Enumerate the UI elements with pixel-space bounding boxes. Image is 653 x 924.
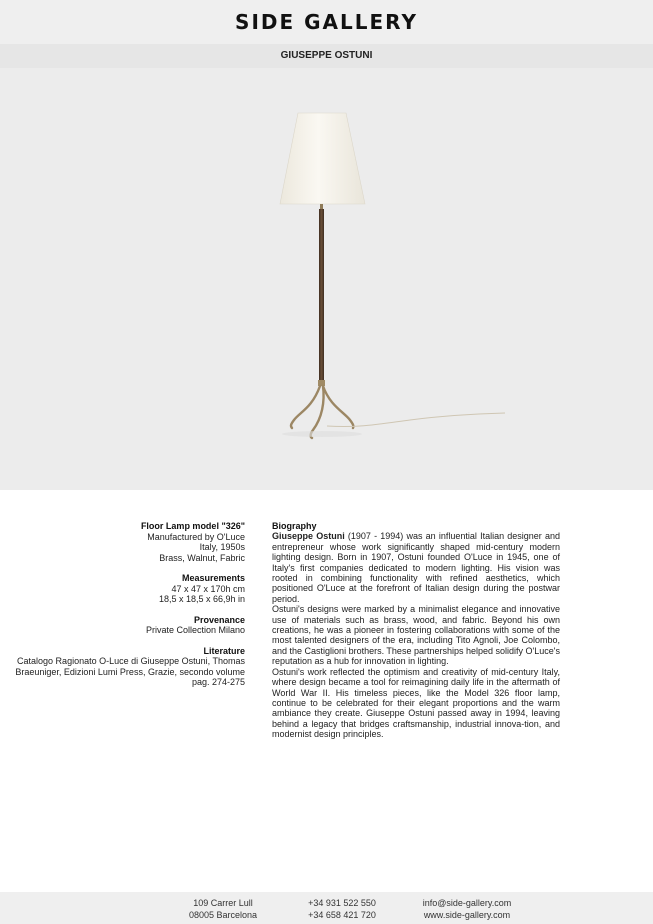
lamp-joint <box>318 380 325 386</box>
biography-paragraph: Ostuni's designs were marked by a minimalist elegance and innovative use of materials such as brass, wood, and fabric. Beyond his own creations, he was a pioneer in fostering collaborations with some of the most talented designers of the era, including Tito Agnoli, Joe Colombo, and the Castiglioni brothers. These partnerships helped solidify O'Luce's reputation as a hub for innovation in lighting. <box>272 604 560 667</box>
biography <box>272 521 560 740</box>
header-bar <box>0 0 653 44</box>
phone-link[interactable]: +34 931 522 550 <box>308 898 376 908</box>
biography-title: Biography <box>272 521 317 531</box>
address-city: 08005 Barcelona <box>188 910 258 920</box>
literature-line: Braeuniger, Edizioni Lumi Press, Grazie, secondo volume <box>15 666 245 677</box>
materials: Brass, Walnut, Fabric <box>159 552 245 563</box>
measurements-cm: 47 x 47 x 170h cm <box>171 583 245 594</box>
gallery-logo: SIDE GALLERY <box>235 10 418 34</box>
literature-block <box>8 646 245 688</box>
provenance-block <box>8 615 245 636</box>
website-link[interactable]: www.side-gallery.com <box>423 910 511 920</box>
origin: Italy, 1950s <box>199 542 245 552</box>
measurements-title: Measurements <box>181 573 245 583</box>
lamp-shade <box>280 113 365 204</box>
phone-link[interactable]: +34 658 421 720 <box>308 910 376 920</box>
floor-lamp-image <box>0 68 653 490</box>
product-info-block <box>8 521 245 563</box>
address-street: 109 Carrer Lull <box>193 898 253 908</box>
measurements-block <box>8 573 245 605</box>
product-details <box>8 521 245 698</box>
provenance: Private Collection Milano <box>145 625 245 635</box>
footer-address <box>183 897 263 921</box>
biography-paragraph: Ostuni's work reflected the optimism and creativity of mid-century Italy, where design became a tool for reimagining daily life in the aftermath of World War II. His timeless pieces, like the Model 326 floor lamp, continue to be celebrated for their elegant proportions and the warm ambiance they create. Giuseppe Ostuni passed away in 1994, leaving behind a legacy that bridges craftsmanship, industrial innova-tion, and modernist design principles. <box>272 666 560 740</box>
measurements-in: 18,5 x 18,5 x 66,9h in <box>158 594 245 604</box>
email-link[interactable]: info@side-gallery.com <box>422 898 512 908</box>
literature-title: Literature <box>203 645 245 656</box>
designer-bar <box>0 44 653 68</box>
footer-contact <box>415 897 519 921</box>
designer-name-bold: Giuseppe Ostuni <box>272 531 345 542</box>
designer-name: GIUSEPPE OSTUNI <box>280 50 373 61</box>
provenance-title: Provenance <box>193 614 245 625</box>
lamp-legs <box>291 386 353 438</box>
footer <box>0 892 653 924</box>
product-photo <box>0 68 653 490</box>
lamp-stem <box>319 209 324 382</box>
biography-paragraph <box>272 531 560 604</box>
biography-text: (1907 - 1994) was an influential Italian designer and entrepreneur whose work significantly shaped mid-century modern lighting design. Born in 1907, Ostuni founded O'Luce in 1945, one of Italy's first companies dedicated to modern lighting. His vision was rooted in combining functionality with refined aesthetics, which positioned O'Luce at the forefront of Italian design during the postwar period. <box>272 531 560 604</box>
manufacturer: Manufactured by O'Luce <box>147 531 245 542</box>
product-title: Floor Lamp model "326" <box>140 521 245 531</box>
literature-line: Catalogo Ragionato O-Luce di Giuseppe Ostuni, Thomas <box>17 656 245 666</box>
literature-line: pag. 274-275 <box>191 677 245 687</box>
footer-phones <box>298 897 386 921</box>
